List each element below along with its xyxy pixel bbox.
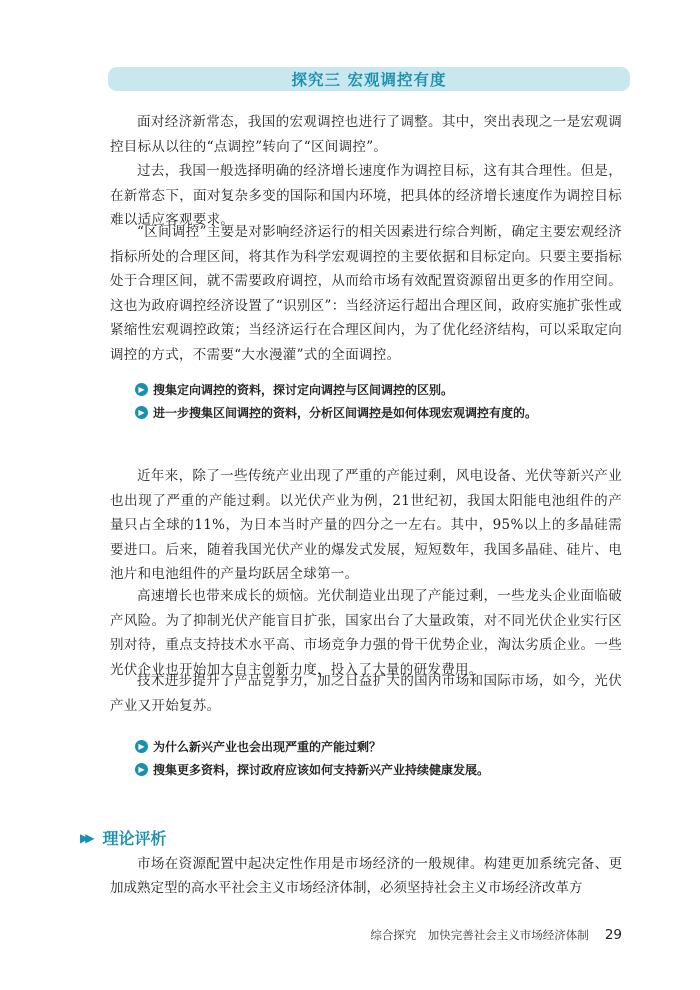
- paragraph: “区间调控”主要是对影响经济运行的相关因素进行综合判断，确定主要宏观经济指标所处的合理区间，将其作为科学宏观调控的主要依据和目标定向。只要主要指标处于合理区间，就不需要政府调控，从而给市场有效配置资源留出更多的作用空间。这也为政府调控经济设置了“识别区”：当经济运行超出合理区间，政府实施扩张性或紧缩性宏观调控政策；当经济运行在合理区间内，为了优化经济结构，可以采取定向调控的方式，不需要“大水漫灌”式的全面调控。: [110, 224, 622, 363]
- paragraph: 近年来，除了一些传统产业出现了严重的产能过剩，风电设备、光伏等新兴产业也出现了严重的产能过剩。以光伏产业为例，21世纪初，我国太阳能电池组件的产量只占全球的11%，为日本当时产量的四分之一左右。其中，95%以上的多晶硅需要进口。后来，随着我国光伏产业的爆发式发展，短短数年，我国多晶硅、硅片、电池片和电池组件的产量均跃居全球第一。: [110, 468, 622, 582]
- question-list: [135, 735, 489, 781]
- question-text: 为什么新兴产业也会出现严重的产能过剩？: [153, 740, 382, 754]
- page-footer: [370, 927, 622, 943]
- question-item: [135, 401, 537, 424]
- question-list: [135, 378, 537, 424]
- question-text: 搜集定向调控的资料，探讨定向调控与区间调控的区别。: [153, 383, 454, 397]
- paragraph: 过去，我国一般选择明确的经济增长速度作为调控目标，这有其合理性。但是，在新常态下，面对复杂多变的国际和国内环境，把具体的经济增长速度作为调控目标难以适应客观要求。: [110, 163, 622, 228]
- section-title-bar: [108, 67, 630, 91]
- paragraph: 面对经济新常态，我国的宏观调控也进行了调整。其中，突出表现之一是宏观调控目标从以往的“点调控”转向了“区间调控”。: [110, 114, 622, 155]
- question-item: [135, 758, 489, 781]
- play-bullet-icon: ▶: [135, 383, 148, 396]
- question-text: 搜集更多资料，探讨政府应该如何支持新兴产业持续健康发展。: [153, 763, 490, 777]
- question-item: [135, 378, 537, 401]
- question-text: 进一步搜集区间调控的资料，分析区间调控是如何体现宏观调控有度的。: [153, 406, 538, 420]
- play-bullet-icon: ▶: [135, 763, 148, 776]
- theory-heading: [80, 826, 166, 849]
- page-number: 29: [604, 927, 622, 943]
- footer-title: 综合探究 加快完善社会主义市场经济体制: [370, 928, 589, 942]
- paragraph: 技术进步提升了产品竞争力，加之日益扩大的国内市场和国际市场，如今，光伏产业又开始复苏。: [110, 673, 622, 714]
- play-bullet-icon: ▶: [135, 406, 148, 419]
- question-item: [135, 735, 489, 758]
- play-bullet-icon: ▶: [135, 740, 148, 753]
- theory-paragraph: 市场在资源配置中起决定性作用是市场经济的一般规律。构建更加系统完备、更加成熟定型的高水平社会主义市场经济体制，必须坚持社会主义市场经济改革方: [110, 856, 622, 896]
- double-arrow-icon: ▶▶: [80, 830, 91, 845]
- theory-heading-text: 理论评析: [102, 829, 167, 848]
- paragraph: 高速增长也带来成长的烦恼。光伏制造业出现了产能过剩，一些龙头企业面临破产风险。为了抑制光伏产能盲目扩张，国家出台了大量政策，对不同光伏企业实行区别对待，重点支持技术水平高、市场竞争力强的骨干优势企业，淘汰劣质企业。一些光伏企业也开始加大自主创新力度，投入了大量的研发费用。: [110, 588, 622, 678]
- section-title: 探究三 宏观调控有度: [291, 71, 447, 89]
